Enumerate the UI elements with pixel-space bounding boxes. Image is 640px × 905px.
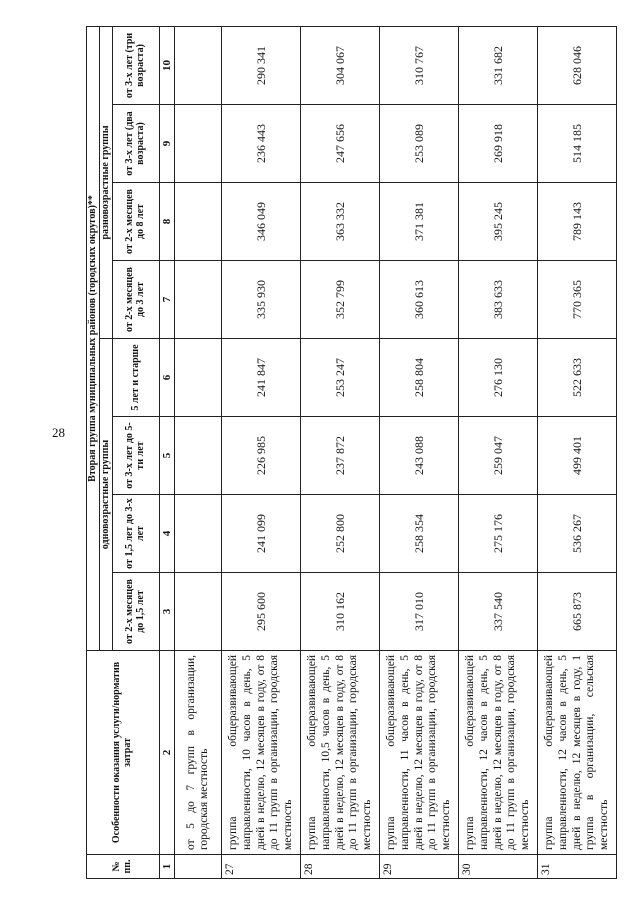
subheader-cell: от 2-х месяцев до 8 лет <box>113 183 160 261</box>
table-row <box>538 26 617 878</box>
subheader-cell: от 1,5 лет до 3-х лет <box>113 495 160 573</box>
subheader-cell: от 3-х лет до 5-ти лет <box>113 417 160 495</box>
row-description: группа общеразвивающей направленности, 10 часов в день, 5 дней в неделю, 12 месяцев в году, от 8 до 11 групп в организации, городская местность <box>222 651 301 855</box>
rotated-table-container <box>86 29 626 879</box>
table-row <box>301 26 380 878</box>
subheader-cell: от 3-х лет (три возраста) <box>113 26 160 104</box>
subheader-cell: от 2-х месяцев до 1,5 лет <box>113 573 160 651</box>
value-cell: 360 613 <box>380 261 459 339</box>
value-cell: 522 633 <box>538 339 617 417</box>
value-cell: 499 401 <box>538 417 617 495</box>
row-number: 30 <box>459 855 538 879</box>
column-index-row <box>160 26 175 878</box>
column-index: 2 <box>160 651 175 855</box>
row-number <box>175 855 222 879</box>
value-cell: 331 682 <box>459 26 538 104</box>
row-description: от 5 до 7 групп в организации, городская местность <box>175 651 222 855</box>
column-index: 3 <box>160 573 175 651</box>
value-cell: 276 130 <box>459 339 538 417</box>
row-number: 27 <box>222 855 301 879</box>
column-index: 10 <box>160 26 175 104</box>
header-num: № пп. <box>87 855 160 879</box>
header-group: Вторая группа муниципальных районов (городских округов)** <box>87 26 100 650</box>
value-cell: 236 443 <box>222 105 301 183</box>
value-cell: 304 067 <box>301 26 380 104</box>
value-cell: 789 143 <box>538 183 617 261</box>
column-index: 7 <box>160 261 175 339</box>
value-cell: 514 185 <box>538 105 617 183</box>
value-cell: 536 267 <box>538 495 617 573</box>
value-cell: 295 600 <box>222 573 301 651</box>
value-cell: 269 918 <box>459 105 538 183</box>
value-cell: 335 930 <box>222 261 301 339</box>
subheader-cell: от 3-х лет (два возраста) <box>113 105 160 183</box>
subheader-cell: 5 лет и старше <box>113 339 160 417</box>
value-cell <box>175 417 222 495</box>
header-row-1 <box>87 26 100 878</box>
value-cell <box>175 495 222 573</box>
value-cell: 241 847 <box>222 339 301 417</box>
value-cell: 371 381 <box>380 183 459 261</box>
norms-table <box>86 26 617 879</box>
value-cell <box>175 573 222 651</box>
column-index: 5 <box>160 417 175 495</box>
value-cell: 310 162 <box>301 573 380 651</box>
table-row <box>175 26 222 878</box>
column-index: 8 <box>160 183 175 261</box>
row-description: группа общеразвивающей направленности, 12 часов в день, 5 дней в неделю, 12 месяцев в году, 1 группа в организации, сельская местность <box>538 651 617 855</box>
value-cell <box>175 261 222 339</box>
value-cell: 237 872 <box>301 417 380 495</box>
value-cell: 290 341 <box>222 26 301 104</box>
value-cell <box>175 105 222 183</box>
value-cell: 310 767 <box>380 26 459 104</box>
value-cell <box>175 26 222 104</box>
value-cell <box>175 339 222 417</box>
value-cell: 352 799 <box>301 261 380 339</box>
column-index: 6 <box>160 339 175 417</box>
row-description: группа общеразвивающей направленности, 10,5 часов в день, 5 дней в неделю, 12 месяцев в году, от 8 до 11 групп в организации, городская местность <box>301 651 380 855</box>
table-row <box>459 26 538 878</box>
row-number: 31 <box>538 855 617 879</box>
page-number: 28 <box>52 425 65 440</box>
value-cell: 383 633 <box>459 261 538 339</box>
subheader-cell: от 2-х месяцев до 3 лет <box>113 261 160 339</box>
row-number: 28 <box>301 855 380 879</box>
value-cell: 346 049 <box>222 183 301 261</box>
value-cell: 337 540 <box>459 573 538 651</box>
column-index: 1 <box>160 855 175 879</box>
header-mixed-age: разновозрастные группы <box>100 26 113 338</box>
column-index: 4 <box>160 495 175 573</box>
column-index: 9 <box>160 105 175 183</box>
header-desc: Особенности оказания услуги/норматив затрат <box>87 651 160 855</box>
value-cell: 226 985 <box>222 417 301 495</box>
value-cell: 252 800 <box>301 495 380 573</box>
row-number: 29 <box>380 855 459 879</box>
value-cell: 275 176 <box>459 495 538 573</box>
value-cell: 253 247 <box>301 339 380 417</box>
value-cell: 395 245 <box>459 183 538 261</box>
value-cell <box>175 183 222 261</box>
value-cell: 243 088 <box>380 417 459 495</box>
value-cell: 259 047 <box>459 417 538 495</box>
value-cell: 241 099 <box>222 495 301 573</box>
value-cell: 363 332 <box>301 183 380 261</box>
row-description: группа общеразвивающей направленности, 11 часов в день, 5 дней в неделю, 12 месяцев в году, от 8 до 11 групп в организации, городская местность <box>380 651 459 855</box>
row-description: группа общеразвивающей направленности, 12 часов в день, 5 дней в неделю, 12 месяцев в году, от 8 до 11 групп в организации, городская местность <box>459 651 538 855</box>
value-cell: 317 010 <box>380 573 459 651</box>
value-cell: 665 873 <box>538 573 617 651</box>
table-row <box>222 26 301 878</box>
table-row <box>380 26 459 878</box>
value-cell: 258 804 <box>380 339 459 417</box>
header-single-age: одновозрастные группы <box>100 339 113 651</box>
value-cell: 770 365 <box>538 261 617 339</box>
value-cell: 253 089 <box>380 105 459 183</box>
value-cell: 258 354 <box>380 495 459 573</box>
value-cell: 628 046 <box>538 26 617 104</box>
value-cell: 247 656 <box>301 105 380 183</box>
